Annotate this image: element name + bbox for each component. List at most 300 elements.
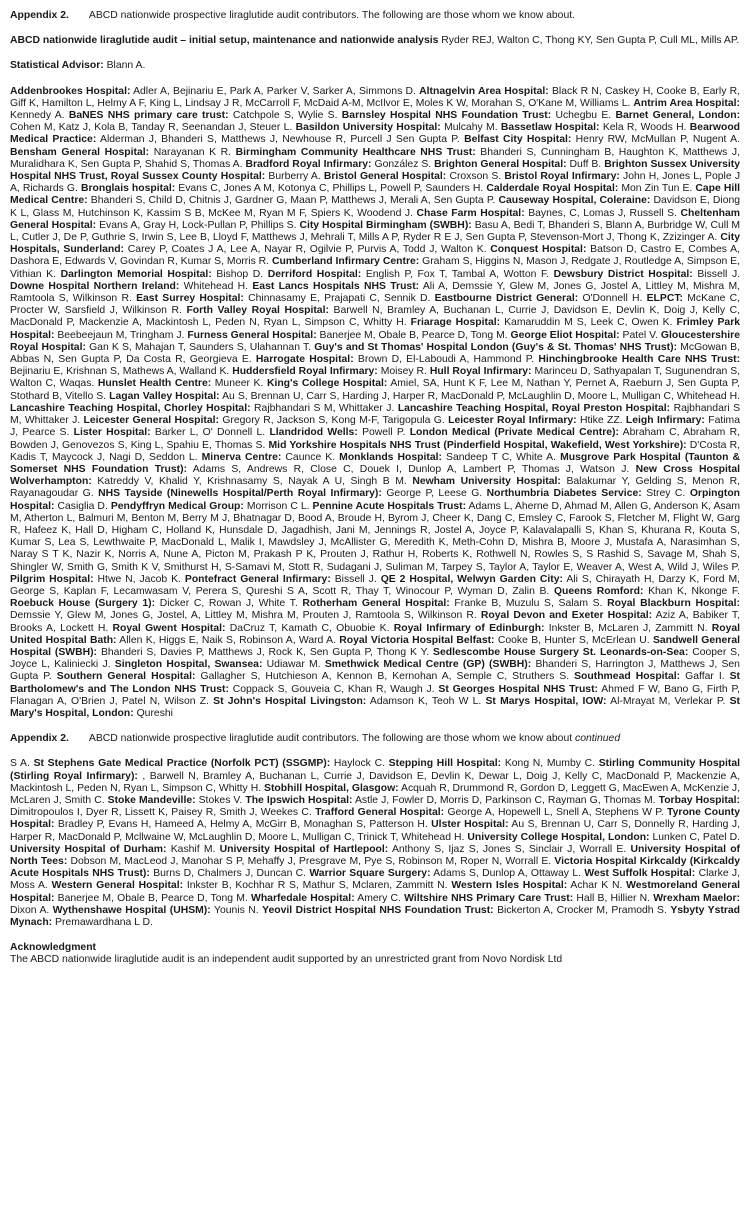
contributor-site: Rotherham General Hospital:	[302, 598, 450, 610]
contributor-entry	[451, 880, 622, 891]
contributor-names: Balakumar Y, Gelding S, Menon R, Rayanagoudar G.	[10, 476, 741, 500]
contributor-names: Croxson S.	[449, 171, 502, 183]
contributor-entry	[10, 403, 394, 414]
contributor-entry	[302, 598, 602, 609]
contributor-site: Brighton General Hospital:	[434, 158, 567, 170]
contributor-entry	[115, 659, 321, 670]
contributor-names: Demssie Y, Glew M, Jones G, Jostel, A, Littley M, Mishra M, Prouten J, Ramtoola S, Wilkinson R.	[10, 610, 477, 622]
contributor-names: Alderman J, Bhanderi S, Matthews J, Newhouse R, Purcell J Sen Gupta P.	[100, 134, 460, 146]
contributor-site: Causeway Hospital, Coleraine:	[498, 195, 651, 207]
contributor-site: Cheltenham General Hospital:	[10, 207, 741, 231]
appendix-label: Appendix 2.	[10, 10, 69, 21]
contributor-site: Northumbria Diabetes Service:	[486, 488, 642, 500]
contributor-entry	[34, 758, 385, 769]
contributor-names: Coppack S, Gouveia C, Khan R, Waugh J.	[232, 683, 435, 695]
appendix-caption-text: ABCD nationwide prospective liraglutide audit contributors. The following are those whom we know about	[88, 733, 573, 745]
contributor-site: Barnet General, London:	[615, 110, 741, 122]
contributor-site: Royal Gwent Hospital:	[112, 622, 226, 634]
contributor-entry	[417, 208, 677, 219]
contributor-names: Achar K N.	[570, 880, 623, 892]
contributor-entry	[554, 586, 740, 597]
contributor-entry	[10, 758, 30, 769]
contributor-names: Barker L, O' Donnell L.	[154, 427, 266, 439]
contributor-entry	[10, 598, 298, 609]
contributor-names: Black R N, Caskey H, Cooke B, Early R, Giff K, Hamilton L, Helmy A F, King L, Lindsay J R, McCarroll F, McDaid A-M, McIlvor E, Moles K W, Morahan S, O'Kane M, Williams L.	[10, 85, 741, 109]
contributor-names: Batson D, Castro E, Combes A, Dashora E, Edwards V, Govindan R, Kumar S, Morris R.	[10, 244, 740, 268]
contributor-site: George Eliot Hospital:	[510, 329, 620, 341]
contributor-site: Stobhill Hospital, Glasgow:	[264, 782, 399, 794]
contributor-names: Brown D, El-Laboudi A, Hammond P.	[357, 354, 535, 366]
contributor-site: East Surrey Hospital:	[136, 293, 244, 305]
contributor-entry	[315, 807, 664, 818]
contributor-entry	[324, 171, 501, 182]
contributor-entry	[296, 122, 498, 133]
contributor-entry	[108, 795, 243, 806]
contributor-site: Smethwick Medical Centre (GP) (SWBH):	[324, 659, 532, 671]
contributor-site: Basildon University Hospital:	[295, 122, 441, 134]
contributor-entry	[232, 366, 427, 377]
contributor-names: Acquah R, Drummond R, Gordon D, Leggett G, MacEwen A, McKenzie J, McLaren J, Smith C.	[10, 782, 740, 806]
contributor-site: Musgrove Park Hospital (Taunton & Somerset NHS Foundation Trust):	[10, 451, 741, 475]
contributor-names: Gallagher S, Hutchieson A, Kennon B, Kernohan A, Semple C, Struthers S.	[200, 671, 570, 683]
contributor-entry	[339, 635, 649, 646]
contributor-names: Morrison C L.	[246, 500, 310, 512]
contributor-names: Bhanderi S, Davies P, Matthews J, Rock K, Sen Gupta P, Thong K Y.	[100, 646, 430, 658]
contributor-names: Burns D, Chalmers J, Duncan C.	[153, 868, 307, 880]
contributor-site: St Marys Hospital, IOW:	[485, 695, 607, 707]
contributor-site: Leigh Infirmary:	[625, 415, 705, 427]
contributor-names: Abraham C, Abraham R, Bowden J, Genovezos S, King L, Spahiu E, Thomas S.	[10, 427, 740, 451]
contributor-entry	[486, 183, 692, 194]
setup-heading: ABCD nationwide liraglutide audit – initial setup, maintenance and nationwide analysis	[10, 35, 439, 47]
contributor-names: Mulcahy M.	[444, 122, 498, 134]
contributor-site: Roebuck House (Surgery 1):	[10, 598, 156, 610]
contributor-names: Powell P.	[362, 427, 406, 439]
contributor-entry	[10, 86, 416, 97]
contributor-entry	[574, 671, 725, 682]
contributor-entry	[501, 122, 687, 133]
contributor-site: Bristol Royal Infirmary:	[504, 171, 620, 183]
contributor-site: Newham University Hospital:	[412, 476, 561, 488]
contributor-site: Sandwell General Hospital (SWBH):	[10, 634, 740, 658]
contributor-names: Patel V.	[622, 329, 658, 341]
contributor-entry	[342, 110, 611, 121]
contributor-site: Bensham General Hospital:	[10, 146, 150, 158]
contributor-site: Calderdale Royal Hospital:	[486, 183, 619, 195]
contributor-names: Duff B.	[569, 158, 602, 170]
contributor-names: Katreddy V, Khalid Y, Krishnasamy S, Nayak A U, Singh B M.	[97, 476, 407, 488]
contributor-names: O'Donnell H.	[582, 293, 643, 305]
contributor-site: St Georges Hospital NHS Trust:	[438, 683, 598, 695]
contributor-names: Kong N, Mumby C.	[504, 758, 596, 770]
contributor-site: Trafford General Hospital:	[315, 807, 445, 819]
contributor-entry	[487, 488, 686, 499]
contributor-names: Anthony S, Ijaz S, Jones S, Sinclair J, Worrall E.	[391, 843, 627, 855]
contributor-names: Adams S, Andrews R, Close C, Douek I, Dunlop A, Lambert P, Thomas J, Watson J.	[192, 463, 630, 475]
advisor-names: Blann A.	[106, 60, 146, 72]
contributor-names: Baynes, C, Lomas J, Russell S.	[528, 207, 677, 219]
contributor-names: Hall B, Hillier N.	[576, 892, 651, 904]
contributor-entry	[98, 378, 264, 389]
contributor-names: Dobson M, MacLeod J, Manohar S P, Mehaffy J, Presgrave M, Pye S, Robinson M, Roper N, Worrall E.	[70, 856, 552, 867]
contributor-names: Lunken C, Patel D.	[652, 831, 740, 843]
contributor-names: Evans C, Jones A M, Kotonya C, Phillips L, Powell P, Saunders H.	[178, 183, 484, 195]
contributor-site: Orpington Hospital:	[10, 488, 741, 512]
contributor-names: Beebeejaun M, Tringham J.	[57, 329, 185, 341]
contributor-site: Royal Infirmary of Edinburgh:	[393, 622, 545, 634]
contributor-entry	[98, 488, 482, 499]
contributor-site: Western Isles Hospital:	[451, 880, 568, 892]
contributor-site: Ysbyty Ystrad Mynach:	[10, 904, 741, 929]
contributor-site: Altnagelvin Area Hospital:	[419, 85, 549, 97]
contributor-site: Forth Valley Royal Hospital:	[186, 305, 329, 317]
contributor-names: Al-Mrayat M, Verlekar P.	[610, 695, 726, 707]
contributor-site: Royal Victoria Hospital Belfast:	[339, 634, 495, 646]
contributor-site: Ulster Hospital:	[431, 819, 509, 831]
contributor-entry	[52, 880, 448, 891]
contributor-names: Kela R, Woods H.	[602, 122, 687, 134]
contributor-entry	[554, 269, 740, 280]
contributor-entry	[394, 623, 708, 634]
continued-label: continued	[575, 733, 621, 745]
contributor-site: The Ipswich Hospital:	[245, 794, 353, 806]
contributor-names: Casiglia D.	[57, 500, 108, 512]
contributor-site: Gloucestershire Royal Hospital:	[10, 329, 740, 353]
contributor-names: Narayanan K R.	[153, 146, 232, 158]
contributor-entry	[10, 147, 231, 158]
contributor-entry	[448, 415, 622, 426]
contributor-site: Stoke Mandeville:	[107, 794, 196, 806]
advisor-heading: Statistical Advisor:	[10, 60, 104, 72]
contributor-names: Marinceu D, Sathyapalan T, Sugunendran S, Walton C, Waqas.	[10, 366, 741, 390]
contributor-entry	[339, 452, 556, 463]
contributor-site: Bronglais hospital:	[80, 183, 176, 195]
contributor-names: Chinnasamy E, Prajapati C, Sennik D.	[248, 293, 431, 305]
contributor-site: Hinchingbrooke Health Care NHS Trust:	[538, 354, 741, 366]
contributor-site: Lancashire Teaching Hospital, Royal Preston Hospital:	[397, 402, 671, 414]
contributor-names: Cooke B, Hunter S, McErlean U.	[497, 634, 650, 646]
contributor-names: McGowan B, Abbas N, Sen Gupta P, Da Costa R, Georgieva E.	[10, 341, 740, 366]
contributor-names: Adler A, Bejinariu E, Park A, Parker V, Sarker A, Simmons D.	[133, 85, 416, 97]
contributor-names: English P, Fox T, Tambal A, Wotton F.	[365, 268, 550, 280]
contributor-site: East Lancs Hospitals NHS Trust:	[252, 280, 420, 292]
contributor-entry	[109, 391, 740, 402]
contributor-names: Mon Zin Tun E.	[621, 183, 693, 195]
contributor-site: Minerva Centre:	[201, 451, 282, 463]
contributor-site: Cape Hill Medical Centre:	[10, 183, 741, 207]
contributor-entry	[464, 134, 740, 145]
contributor-site: University Hospital of North Tees:	[10, 843, 741, 867]
contributor-site: Wythenshawe Hospital (UHSM):	[52, 904, 211, 916]
contributor-names: Bissell J.	[334, 573, 377, 585]
contributor-entry	[251, 893, 401, 904]
contributor-site: New Cross Hospital Wolverhampton:	[10, 463, 740, 488]
contributor-names: Premawardhana L D.	[55, 917, 153, 929]
contributor-site: Wharfedale Hospital:	[251, 892, 355, 904]
contributor-names: Banerjee M, Obale B, Pearce D, Tong M.	[319, 329, 508, 341]
advisor-paragraph	[10, 60, 740, 72]
contributor-entry	[202, 452, 335, 463]
contributor-site: University Hospital of Hartlepool:	[219, 843, 389, 855]
contributor-site: Brighton Sussex University Hospital NHS Trust, Royal Sussex County Hospital:	[10, 158, 741, 183]
contributor-names: Qureshi	[136, 707, 173, 719]
contributor-entry	[69, 110, 338, 121]
contributor-entry	[136, 293, 430, 304]
contributor-site: Western General Hospital:	[51, 880, 184, 892]
contributor-names: Franke B, Muzulu S, Salam S.	[454, 598, 603, 610]
contributor-names: Bishop D.	[216, 268, 264, 280]
contributor-names: Bickerton A, Crocker M, Pramodh S.	[497, 904, 667, 916]
contributor-site: Birmingham Community Healthcare NHS Trust:	[235, 146, 476, 158]
contributor-entry	[511, 330, 658, 341]
contributor-names: Ahmed F W, Bano G, Firth P, Flanagan A, O'Brien J, Patel N, Wilson Z.	[10, 683, 740, 707]
contributor-names: Whitehead H.	[183, 280, 249, 292]
contributor-entry	[185, 574, 377, 585]
contributor-entry	[262, 905, 667, 916]
contributor-names: Bissell J.	[697, 268, 741, 280]
contributor-site: St John's Hospital Livingston:	[213, 695, 367, 707]
contributor-entry	[411, 317, 673, 328]
contributor-site: Royal United Hospital Bath:	[10, 622, 741, 646]
contributor-names: Udiawar M.	[266, 659, 321, 671]
contributor-site: Cumberland Infirmary Centre:	[271, 256, 420, 268]
contributor-entry	[434, 159, 601, 170]
contributor-names: Inkster B, McLaren J, Zammitt N.	[548, 622, 708, 634]
contributor-site: Belfast City Hospital:	[464, 134, 572, 146]
contributor-site: Pennine Acute Hospitals Trust:	[312, 500, 467, 512]
contributor-site: Lancashire Teaching Hospital, Chorley Hospital:	[10, 402, 251, 414]
contributor-names: Ali A, Demssie Y, Glew M, Jones G, Jostel A, Littley M, Mishra M, Ramtoola S, Wilkinson R.	[10, 280, 740, 305]
contributor-names: Adams L, Aherne D, Ahmad M, Allen G, Anderson K, Asam M, Atherton L, Balmuri M, Benton M, Berry M J, Bhatnagar D, Bood A, Broude H, Byrom J, Cheer K, Dang C, Emsley C, Farook S, Fletcher M, Flight W, Garg R, Hafeez K, Hall D, Higham C, Holland K, Hunsdale D, Jagadhish, Jani M, Jennings R, Jostel A, Joyce P, Kalavalapalli S, Khan S, Khurana R, Kouta S, Kumar S, Lea S, Lewthwaite P, MacDonald L, Malik I, Mawdsley J, McAllister G, Meredith K, Meth-Cohn D, Mishra B, Moore J, Mustafa A, Narasimhan S, Naray S T K, Nazir K, Norris A, Nune A, Picton M, Prakash P K, Prouten J, Rathur H, Roberts K, Rothwell N, Rowles S, S Rashid S, Savage M, Shah S, Shingler W, Smith G, Smith K V, Smithurst H, S-Samavi M, Stott R, Sudagani J, Suliman M, Tarpey S, Taylor A, Taylor E, Weaver A, West A, Wild J, Wiles P.	[10, 500, 741, 573]
contributor-site: Guy's and St Thomas' Hospital London (Guy's & St. Thomas' NHS Trust):	[314, 341, 678, 353]
contributor-entry	[61, 269, 264, 280]
contributor-site: Westmoreland General Hospital:	[10, 880, 741, 904]
contributor-site: Hull Royal Infirmary:	[429, 366, 532, 378]
contributor-names: Gregory R, Jackson S, Kong M-F, Tarigopula G.	[222, 415, 445, 427]
contributor-names: Gan K S, Mahajan T, Saunders S, Ulahannan T.	[89, 341, 312, 353]
contributor-names: Younis N.	[214, 904, 259, 916]
contributor-names: Au S, Brennan U, Carr S, Harding J, Harper R, MacDonald P, McLaughlin D, Moore L, Mulligan C, Whitehead H.	[222, 390, 741, 402]
contributor-entry	[111, 501, 310, 512]
contributor-site: Hunslet Health Centre:	[97, 378, 212, 390]
contributor-names: Fatima J, Pearce S.	[10, 415, 740, 439]
contributor-names: Henry RW, McMullan P, Nugent A.	[575, 134, 740, 146]
contributor-site: Llandridod Wells:	[269, 427, 358, 439]
contributor-names: John H, Jones L, Pople J A, Richards G.	[10, 171, 741, 195]
contributor-entry	[84, 415, 445, 426]
contributor-names: George A, Hopewell L, Snell A, Stephens W P.	[447, 807, 664, 819]
contributor-names: Davidson E, Diong K L, Glass M, Hutchinson K, Kassim S B, McKee M, Ryan M F, Spiers K, Woodend J.	[10, 195, 741, 219]
contributor-entry	[213, 696, 481, 707]
contributor-names: Strey C.	[646, 488, 686, 500]
contributor-entry	[74, 427, 266, 438]
contributor-names: Haylock C.	[333, 758, 385, 770]
contributor-site: Singleton Hospital, Swansea:	[114, 659, 263, 671]
contributor-site: City Hospital Birmingham (SWBH):	[299, 219, 472, 231]
contributor-site: Mid Yorkshire Hospitals NHS Trust (Pinderfield Hospital, Wakefield, West Yorkshire):	[268, 439, 687, 451]
contributor-site: University College Hospital, London:	[467, 831, 650, 843]
contributor-names: Moisey R.	[380, 366, 427, 378]
acknowledgment-heading: Acknowledgment	[10, 942, 97, 954]
contributor-site: Pontefract General Infirmary:	[184, 573, 331, 585]
contributor-site: Royal Blackburn Hospital:	[607, 598, 741, 610]
contributor-site: Tyrone County Hospital:	[10, 807, 741, 831]
contributor-names: Bejinariu E, Krishnan S, Mathews A, Walland K.	[10, 366, 230, 378]
appendix-header-continued	[10, 733, 740, 745]
contributor-names: Muneer K.	[214, 378, 264, 390]
appendix-header	[10, 10, 740, 22]
contributor-names: Clarke J, Moss A.	[10, 868, 741, 892]
contributor-names: Astle J, Fowler D, Morris D, Parkinson C, Rayman G, Thomas M.	[354, 794, 656, 806]
contributor-site: Derriford Hospital:	[267, 268, 362, 280]
contributor-site: Frimley Park Hospital:	[10, 317, 741, 341]
contributor-entry	[389, 758, 595, 769]
contributor-site: Warrior Square Surgery:	[309, 868, 431, 880]
contributor-names: Dimitropoulos I, Dyer R, Lissett K, Paisey R, Smith J, Weekes C.	[10, 807, 312, 819]
contributor-names: McKane C, Procter W, Sarsfield J, Wilkinson R.	[10, 293, 740, 317]
contributor-entry	[486, 696, 726, 707]
contributor-names: Kamaruddin M S, Leek C, Owen K.	[504, 317, 673, 329]
contributor-names: Carey P, Coates J A, Lee A, Nayar R, Ogilvie P, Purvis A, Todd J, Walton K.	[127, 244, 487, 256]
contributor-site: Torbay Hospital:	[658, 794, 740, 806]
contributor-entry	[10, 574, 181, 585]
contributor-names: Amery C.	[357, 892, 401, 904]
contributor-site: Harrogate Hospital:	[255, 354, 354, 366]
appendix-label: Appendix 2.	[10, 733, 69, 745]
contributor-entry	[269, 427, 405, 438]
contributor-names: González S.	[374, 158, 432, 170]
contributor-site: Huddersfield Royal Infirmary:	[232, 366, 378, 378]
contributor-site: City Hospitals, Sunderland:	[10, 232, 740, 256]
contributor-names: , Barwell N, Bramley A, Buchanan L, Currie J, Davidson E, Devlin K, Dewar L, Doig J, Kelly C, MacDonald P, Mackenzie A, Mackintosh L, Peden N, Ryan L, Simpson C, Whitty H.	[10, 770, 740, 794]
contributor-site: Southmead Hospital:	[574, 671, 681, 683]
contributor-names: Gaffar I.	[685, 671, 725, 683]
contributor-site: Antrim Area Hospital:	[633, 97, 740, 109]
contributor-site: Bearwood Medical Practice:	[10, 122, 741, 146]
setup-names: Ryder REJ, Walton C, Thong KY, Sen Gupta P, Cull ML, Mills AP.	[441, 35, 740, 47]
contributor-names: Adamson K, Teoh W L.	[369, 695, 482, 707]
contributor-site: Sedlescombe House Surgery St. Leonards-on-Sea:	[433, 646, 689, 658]
contributor-site: Queens Romford:	[553, 585, 644, 597]
contributor-names: Kennedy A.	[10, 110, 65, 122]
contributor-entry	[113, 623, 390, 634]
contributor-names: Bradley P, Evans H, Hameed A, Helmy A, McGirr B, Monaghan S, Patterson H.	[57, 819, 428, 831]
contributor-names: Cooper S, Joyce L, Kaliniecki J.	[10, 646, 741, 671]
acknowledgment-text: The ABCD nationwide liraglutide audit is an independent audit supported by an unrestricted grant from Novo Nordisk Ltd	[10, 954, 563, 966]
contributor-site: Yeovil District Hospital NHS Foundation Trust:	[262, 904, 494, 916]
appendix-caption: ABCD nationwide prospective liraglutide audit contributors. The following are those whom we know about.	[88, 10, 576, 21]
contributor-names: Rajbhandari S M, Whittaker J.	[254, 402, 395, 414]
contributor-names: Stokes V.	[198, 794, 243, 806]
contributor-entry	[245, 795, 655, 806]
contributor-names: S A.	[10, 758, 30, 770]
contributor-site: Wiltshire NHS Primary Care Trust:	[404, 892, 574, 904]
contributor-site: King's College Hospital:	[266, 378, 388, 390]
contributor-site: Dewsbury District Hospital:	[553, 268, 693, 280]
contributor-names: Uchegbu E.	[555, 110, 612, 122]
contributor-site: Barnsley Hospital NHS Foundation Trust:	[341, 110, 552, 122]
contributor-names: Amiel, SA, Hunt K F, Lee M, Nathan Y, Pernet A, Raeburn J, Sen Gupta P, Stothard B, Vitello S.	[10, 378, 740, 402]
contributor-site: Southern General Hospital:	[56, 671, 196, 683]
contributor-names: Sandeep T C, White A.	[446, 451, 556, 463]
contributor-names: Aziz A, Babiker T, Brooks A, Lockett H.	[10, 610, 740, 634]
contributor-entry	[435, 293, 643, 304]
contributor-entry	[256, 354, 534, 365]
contributor-names: Basu A, Bedi T, Bhanderi S, Blann A, Burbridge W, Cull M L, Cutler J, De P, Guthrie S, Irwin S, Lee B, Lloyd F, Matthews J, Mehrali T, Mills A P, Ryder R E J, Sen Gupta P, Stevenson-Mort J, Thong K, Zzizinger A.	[10, 219, 741, 244]
contributor-site: Furness General Hospital:	[187, 329, 317, 341]
contributor-site: BaNES NHS primary care trust:	[68, 110, 229, 122]
contributor-site: Wrexham Maelor:	[653, 892, 740, 904]
contributor-site: Downe Hospital Northern Ireland:	[10, 280, 180, 292]
contributor-names: Barwell N, Bramley A, Buchanan L, Currie J, Davidson E, Devlin K, Doig J, Kelly C, MacDonald P, Mackenzie A, Mackintosh L, Peden N, Ryan L, Simpson C, Whitty H.	[10, 305, 741, 329]
contributor-names: Inkster B, Kochhar R S, Mathur S, Mclaren, Zammitt N.	[186, 880, 448, 892]
contributor-site: Monklands Hospital:	[339, 451, 442, 463]
contributor-names: Bhanderi S, Child D, Chitnis J, Gardner G, Maan P, Matthews J, Merali A, Sen Gupta P.	[90, 195, 496, 207]
contributor-site: St Bartholomew's and The London NHS Trust:	[10, 671, 741, 695]
contributor-names: Caunce K.	[285, 451, 336, 463]
contributor-site: Lister Hospital:	[73, 427, 151, 439]
contributor-names: George P, Leese G.	[386, 488, 483, 500]
contributor-site: St Stephens Gate Medical Practice (Norfolk PCT) (SSGMP):	[33, 758, 331, 770]
contributor-entry	[268, 269, 549, 280]
contributor-names: Graham S, Higgins N, Mason J, Redgate J, Routledge A, Simpson E, Vithian K.	[10, 256, 740, 280]
contributor-names: Adams S, Dunlop A, Ottaway L.	[433, 868, 581, 880]
contributor-site: Royal Devon and Exeter Hospital:	[480, 610, 653, 622]
contributor-site: Conquest Hospital:	[490, 244, 587, 256]
contributor-entry	[404, 893, 650, 904]
contributor-names: DaCruz T, Kamath C, Obuobie K.	[229, 622, 390, 634]
contributor-names: Cohen M, Katz J, Kola B, Tanday R, Seenandan J, Steuer L.	[10, 122, 293, 134]
contributor-names: Htike ZZ.	[579, 415, 623, 427]
contributor-entry	[81, 183, 483, 194]
contributor-site: Bassetlaw Hospital:	[500, 122, 600, 134]
contributor-names: Au S, Brennan U, Carr S, Donnelly R, Harding J, Harper R, MacDonald P, Mcllwaine W, McLaughlin D, Moore L, Mulligan C, Trinick T, Whitehead H.	[10, 819, 740, 843]
contributor-entry	[187, 330, 507, 341]
contributors-list	[10, 86, 740, 721]
contributor-entry	[220, 844, 627, 855]
contributor-site: Darlington Memorial Hospital:	[60, 268, 212, 280]
contributor-entry	[53, 905, 259, 916]
contributor-names: Burberry A.	[268, 171, 321, 183]
contributor-site: West Suffolk Hospital:	[584, 868, 696, 880]
contributor-entry	[245, 159, 431, 170]
contributor-site: NHS Tayside (Ninewells Hospital/Perth Royal Infirmary):	[98, 488, 382, 500]
contributor-site: Addenbrookes Hospital:	[10, 85, 131, 97]
contributor-site: St Mary's Hospital, London:	[10, 695, 740, 719]
contributor-names: Allen K, Higgs E, Naik S, Robinson A, Ward A.	[119, 634, 336, 646]
contributor-site: University Hospital of Durham:	[10, 843, 167, 855]
contributor-names: Dicker C, Rowan J, White T.	[159, 598, 298, 610]
contributor-names: Ali S, Chirayath H, Darzy K, Ford M, George S, Kaplan F, Lecamwasam V, Perera S, Qureshi S A, Scott R, Thay T, Winocour P, Wyman D, Zalin B.	[10, 573, 740, 597]
contributor-names: Catchpole S, Wylie S.	[232, 110, 338, 122]
appendix-caption	[89, 733, 620, 745]
contributor-site: Stepping Hill Hospital:	[388, 758, 502, 770]
contributor-site: Bristol General Hospital:	[323, 171, 447, 183]
contributor-site: QE 2 Hospital, Welwyn Garden City:	[380, 573, 563, 585]
contributor-names: Banerjee M, Obale B, Pearce D, Tong M.	[57, 892, 248, 904]
contributor-site: Chase Farm Hospital:	[416, 207, 525, 219]
contributor-entry	[10, 281, 248, 292]
contributor-site: Stirling Community Hospital (Stirling Royal Infirmary):	[10, 758, 741, 782]
contributor-site: Victoria Hospital Kirkcaldy (Kirkcaldy Acute Hospitals NHS Trust):	[10, 856, 740, 880]
setup-paragraph	[10, 35, 740, 47]
contributor-names: D'Costa R, Kadis T, Maycock J, Nagi D, Seddon L.	[10, 439, 740, 463]
contributor-names: Bhanderi S, Harrington J, Matthews J, Sen Gupta P.	[10, 659, 740, 683]
contributor-site: Pilgrim Hospital:	[10, 573, 94, 585]
contributor-names: Dixon A.	[10, 904, 50, 916]
contributor-site: London Medical (Private Medical Centre):	[409, 427, 619, 439]
contributor-site: Eastbourne District General:	[434, 293, 579, 305]
